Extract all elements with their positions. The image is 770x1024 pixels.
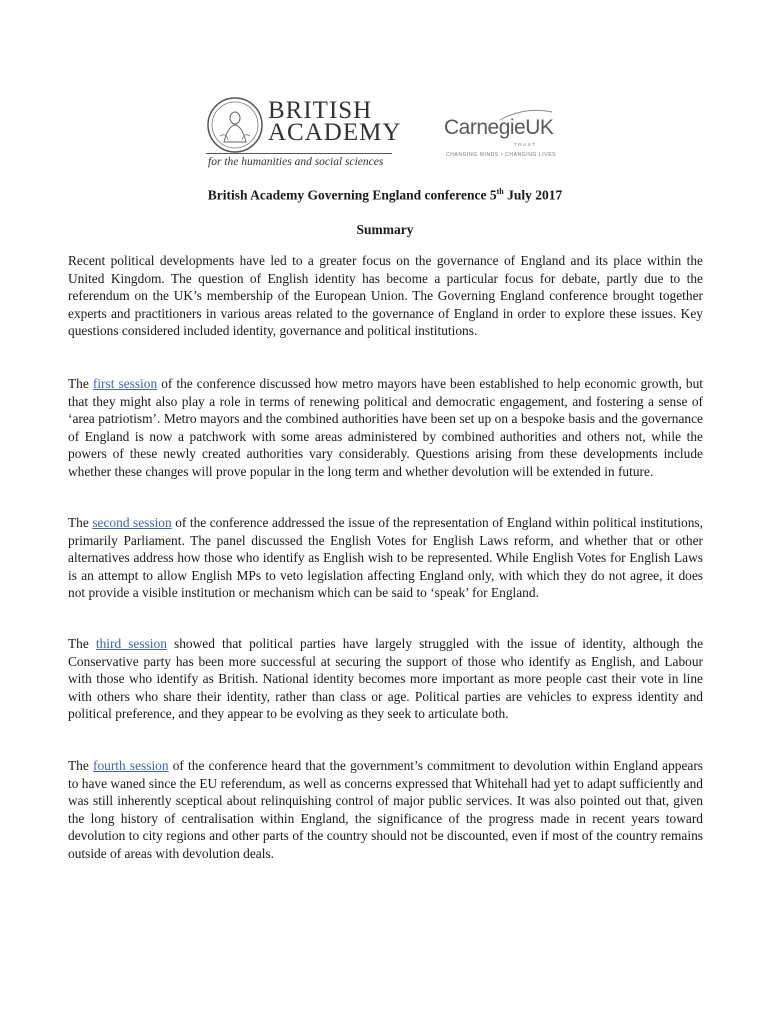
carnegie-uk-logo <box>440 106 557 162</box>
session-text: of the conference discussed how metro mayors have been established to help economic growth, but that they might also play a role in terms of renewing political and democratic engagement, and fostering a sense of ‘area patriotism’. Metro mayors and the combined authorities have been set up on a bespoke basis and the governance of England is now a patchwork with some areas administered by combined authorities and others not, while the powers of these newly created authorities vary considerably. Questions arising from these developments include whether these changes will prove popular in the long term and whether devolution will be extended in future. <box>68 376 703 479</box>
title-main: British Academy Governing England conference 5 <box>207 187 497 203</box>
first-session-link[interactable]: first session <box>92 376 158 391</box>
session-paragraph-3 <box>68 635 703 723</box>
second-session-link[interactable]: second session <box>92 515 172 530</box>
british-academy-logo <box>206 96 402 172</box>
page-title <box>0 187 770 204</box>
carnegie-wordmark: CarnegieUK <box>444 116 554 139</box>
ba-line2: ACADEMY <box>268 119 402 146</box>
page-subtitle: Summary <box>356 222 414 237</box>
title-end: July 2017 <box>503 187 563 203</box>
ba-tagline: for the humanities and social sciences <box>208 156 384 168</box>
carnegie-tagline: CHANGING MINDS • CHANGING LIVES <box>446 152 557 158</box>
carnegie-trust-label: TRUST <box>514 142 537 147</box>
session-text: of the conference heard that the government’s commitment to devolution within England appears to have waned since the EU referendum, as well as concerns expressed that Whitehall had yet to adapt sufficiently and was still inherently sceptical about relinquishing control of major public services. It was also pointed out that, given the long history of centralisation within England, the significance of the progress made in recent years toward devolution to city regions and other parts of the country should not be discounted, even if most of the country remains outside of areas with devolution deals. <box>68 758 704 861</box>
british-academy-seal-icon <box>206 96 264 154</box>
session-prefix: The <box>68 376 93 391</box>
third-session-link[interactable]: third session <box>95 636 167 651</box>
session-paragraph-2 <box>68 514 703 602</box>
session-text: showed that political parties have largely struggled with the issue of identity, although the Conservative party has been more successful at securing the support of those who identify as English, and Labour with those who identify as British. National identity becomes more important as more people cast their vote in line with others who share their identity, rather than class or age. Political parties are vehicles to express identity and political preference, and they appear to be evolving as they seek to articulate both. <box>68 636 704 722</box>
session-paragraph-1 <box>68 375 703 481</box>
session-text: of the conference addressed the issue of the representation of England within political institutions, primarily Parliament. The panel discussed the English Votes for English Laws reform, and whether that or other alternatives address how those who identify as English wish to be represented. While English Votes for English Laws is an attempt to allow English MPs to veto legislation affecting England only, with which they do not agree, it does not provide a visible institution or mechanism which can be said to ‘speak’ for England. <box>68 515 703 601</box>
fourth-session-link[interactable]: fourth session <box>92 758 169 773</box>
session-paragraph-4 <box>68 757 703 863</box>
ba-line1: BRITISH <box>268 97 373 124</box>
title-sup: th <box>496 187 504 196</box>
ba-divider <box>206 153 392 154</box>
session-prefix: The <box>68 636 96 651</box>
british-academy-wordmark <box>268 97 402 146</box>
intro-paragraph: Recent political developments have led to a greater focus on the governance of England and its place within the United Kingdom. The question of English identity has become a particular focus for debate, partly due to the referendum on the UK’s membership of the European Union. The Governing England conference brought together experts and practitioners in various areas related to the governance of England in order to explore these issues. Key questions considered included identity, governance and political institutions. <box>68 253 703 339</box>
session-prefix: The <box>68 515 93 530</box>
session-prefix: The <box>68 758 93 773</box>
